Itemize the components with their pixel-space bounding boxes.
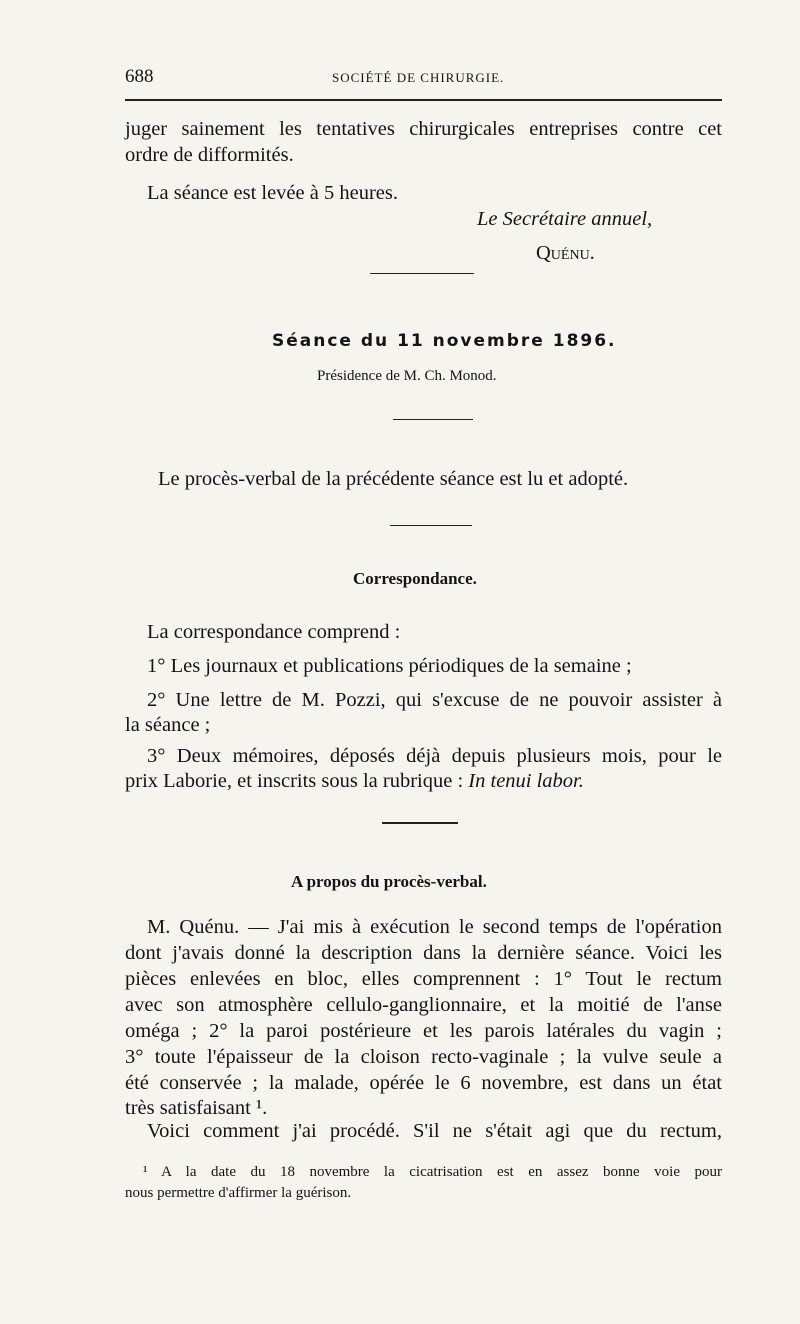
- body-line: très satisfaisant ¹.: [125, 1097, 268, 1119]
- body-line: dont j'avais donné la description dans la dernière séance. Voici les: [125, 942, 722, 964]
- proces-verbal-heading: A propos du procès-verbal.: [291, 872, 487, 891]
- signature-role: Le Secrétaire annuel,: [477, 208, 653, 230]
- list-item-continuation: [125, 770, 584, 793]
- body-line: La correspondance comprend :: [147, 621, 401, 643]
- signature-name: Quénu.: [536, 242, 595, 264]
- list-item: 2° Une lettre de M. Pozzi, qui s'excuse de ne pouvoir assister à: [147, 689, 722, 711]
- running-title: SOCIÉTÉ DE CHIRURGIE.: [332, 70, 505, 85]
- list-item-continuation: la séance ;: [125, 714, 211, 736]
- presidency-line: Présidence de M. Ch. Monod.: [317, 368, 497, 384]
- correspondance-heading: Correspondance.: [353, 569, 477, 588]
- body-line: 3° toute l'épaisseur de la cloison recto-vaginale ; la vulve seule a: [125, 1046, 722, 1068]
- list-item: 3° Deux mémoires, déposés déjà depuis plusieurs mois, pour le: [147, 745, 722, 767]
- motto-text: In tenui labor.: [468, 770, 584, 792]
- closing-line: La séance est levée à 5 heures.: [147, 182, 398, 204]
- list-item: 1° Les journaux et publications périodiques de la semaine ;: [147, 655, 632, 677]
- body-line: juger sainement les tentatives chirurgicales entreprises contre cet: [125, 118, 722, 140]
- body-line: ordre de difformités.: [125, 144, 294, 166]
- section-rule: [382, 822, 458, 824]
- body-line: été conservée ; la malade, opérée le 6 novembre, est dans un état: [125, 1072, 722, 1094]
- body-line: M. Quénu. — J'ai mis à exécution le second temps de l'opération: [147, 916, 722, 938]
- header-rule: [125, 99, 722, 101]
- section-rule: [370, 273, 474, 274]
- section-rule: [393, 419, 473, 420]
- minutes-statement: Le procès-verbal de la précédente séance est lu et adopté.: [158, 468, 629, 490]
- footnote-line: nous permettre d'affirmer la guérison.: [125, 1185, 352, 1201]
- body-line: Voici comment j'ai procédé. S'il ne s'était agi que du rectum,: [147, 1120, 722, 1142]
- body-line: pièces enlevées en bloc, elles comprennent : 1° Tout le rectum: [125, 968, 722, 990]
- body-line: oméga ; 2° la paroi postérieure et les parois latérales du vagin ;: [125, 1020, 722, 1042]
- body-line: avec son atmosphère cellulo-ganglionnaire, et la moitié de l'anse: [125, 994, 722, 1016]
- session-title: Séance du 11 novembre 1896.: [272, 331, 617, 351]
- page-number: 688: [125, 66, 154, 87]
- section-rule: [390, 525, 472, 526]
- footnote-line: ¹ A la date du 18 novembre la cicatrisation est en assez bonne voie pour: [143, 1164, 722, 1180]
- list-item-text: prix Laborie, et inscrits sous la rubrique :: [125, 770, 469, 792]
